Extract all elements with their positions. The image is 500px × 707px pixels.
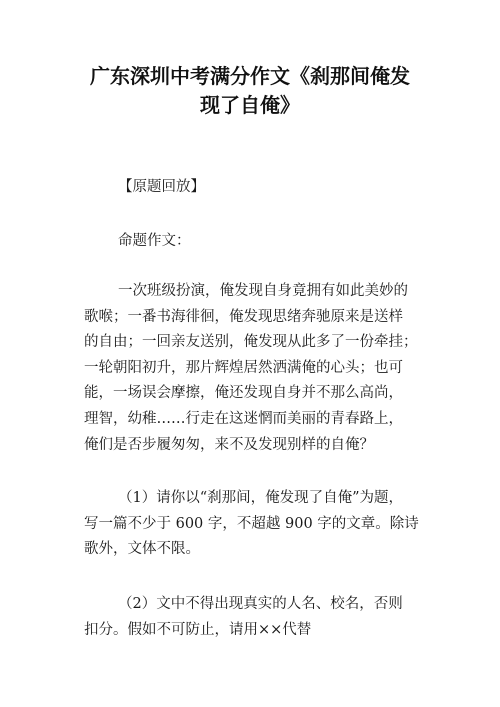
prompt-line-6: 理智，幼稚……行走在这迷惘而美丽的青春路上， [84, 410, 403, 427]
title-line-2: 现了自俺》 [200, 93, 300, 117]
document-title [60, 62, 440, 120]
requirement-1-line-3: 歌外，文体不限。 [84, 541, 200, 558]
requirement-2-paragraph [84, 592, 424, 643]
prompt-line-4: 一轮朝阳初升，那片辉煌居然洒满俺的心头；也可 [84, 359, 403, 376]
requirement-1-line-1: （1）请你以“刹那间，俺发现了自俺”为题， [118, 490, 404, 506]
requirement-1-line-2: 写一篇不少于 600 字，不超越 900 字的文章。除诗 [84, 515, 419, 532]
section-heading: 【原题回放】 [118, 179, 205, 195]
prompt-line-1: 一次班级扮演，俺发现自身竟拥有如此美妙的 [118, 283, 408, 299]
prompt-line-7: 俺们是否步履匆匆，来不及发现别样的自俺？ [84, 436, 374, 453]
requirement-2-line-2: 扣分。假如不可防止，请用××代替 [84, 621, 312, 638]
prompt-line-2: 歌喉；一番书海徘徊，俺发现思绪奔驰原来是送样 [84, 308, 403, 325]
prompt-paragraph [84, 279, 424, 458]
requirement-2-line-1: （2）文中不得出现真实的人名、校名，否则 [118, 596, 403, 612]
prompt-line-3: 的自由；一回亲友送别，俺发现从此多了一份牵挂； [84, 334, 418, 351]
title-line-1: 广东深圳中考满分作文《刹那间俺发 [90, 64, 410, 88]
prompt-line-5: 能，一场误会摩擦，俺还发现自身并不那么高尚， [84, 385, 403, 402]
subheading: 命题作文： [118, 233, 191, 249]
requirement-1-paragraph [84, 486, 424, 563]
